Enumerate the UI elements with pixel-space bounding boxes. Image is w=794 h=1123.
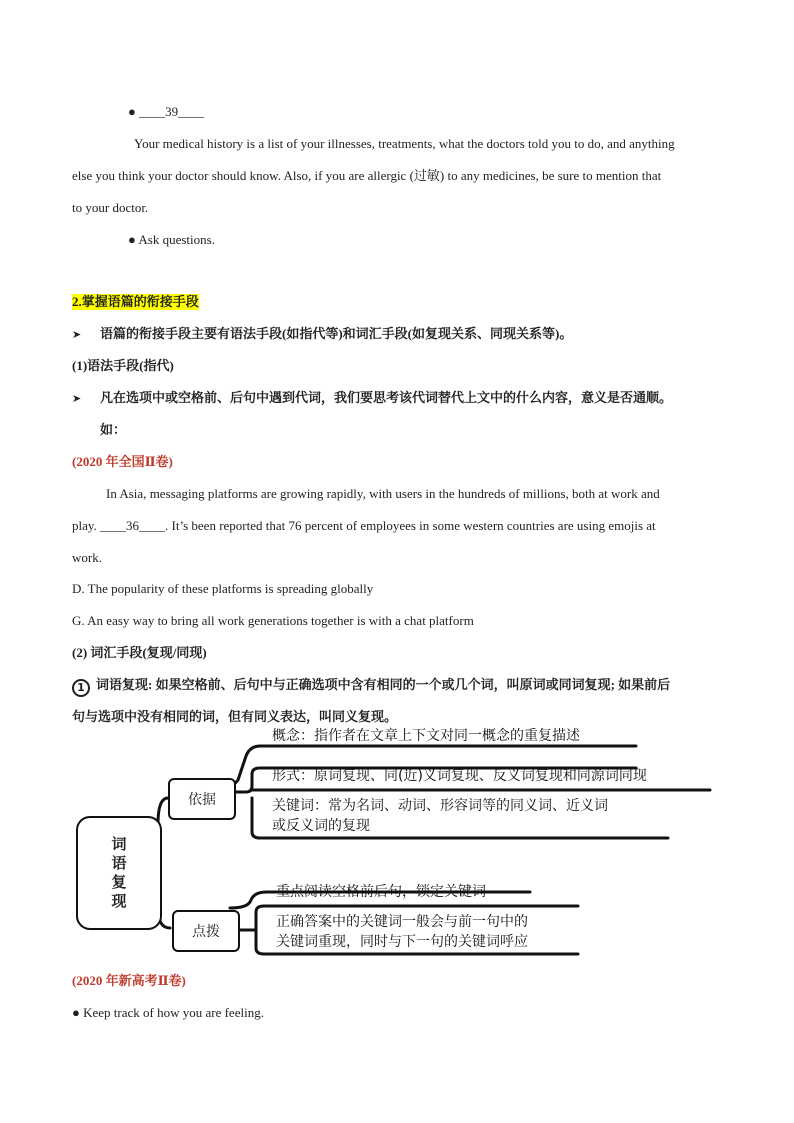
arrow-bullet-icon: ➤ [72, 392, 82, 405]
point-3-text: 词语复现: 如果空格前、后句中与正确选项中含有相同的一个或几个词，叫原词或同词复现; 如果前后 [96, 677, 671, 692]
root-char: 现 [111, 892, 127, 910]
blank-39-bullet: ● ____39____ [128, 104, 205, 119]
source-label: (2020 年新高考Ⅱ卷) [72, 973, 186, 988]
section-heading: 2.掌握语篇的衔接手段 [72, 294, 199, 309]
keep-track-bullet: ● Keep track of how you are feeling. [72, 1005, 264, 1020]
point-2 [72, 390, 672, 407]
arrow-bullet-icon: ➤ [72, 328, 82, 341]
source-label: (2020 年全国Ⅱ卷) [72, 454, 173, 469]
tip-item-1: 重点阅读空格前后句，锁定关键词 [276, 884, 486, 900]
paragraph-line: to your doctor. [72, 200, 149, 215]
connector-root-branch1 [158, 798, 168, 824]
tip-item-2-line-2: 关键词重现，同时与下一句的关键词呼应 [276, 934, 528, 950]
point-3-line-2: 句与选项中没有相同的词，但有同义表达，叫同义复现。 [72, 709, 398, 724]
example-line: In Asia, messaging platforms are growing rapidly, with users in the hundreds of millions, both at work and [106, 486, 660, 501]
example-label: 如： [100, 422, 127, 437]
paragraph-line: Your medical history is a list of your illnesses, treatments, what the doctors told you to do, and anything [134, 136, 675, 151]
keyword-item-line-2: 或反义词的复现 [272, 818, 370, 834]
point-2-text: 凡在选项中或空格前、后句中遇到代词，我们要思考该代词替代上文中的什么内容，意义是否通顺。 [100, 390, 673, 405]
concept-item: 概念：指作者在文章上下文对同一概念的重复描述 [272, 728, 580, 744]
point-1 [72, 326, 572, 343]
mind-map-root [76, 816, 162, 930]
subheading-grammar: (1)语法手段(指代) [72, 358, 174, 373]
point-1-text: 语篇的衔接手段主要有语法手段(如指代等)和词汇手段(如复现关系、同现关系等)。 [100, 326, 573, 341]
branch-tips-label: 点拨 [192, 924, 220, 940]
form-item: 形式：原词复现、同(近)义词复现、反义词复现和同源词同现 [272, 768, 647, 784]
point-3-line-1 [72, 677, 670, 697]
tip-item-2-line-1: 正确答案中的关键词一般会与前一句中的 [276, 914, 528, 930]
root-char: 复 [111, 873, 127, 891]
branch-basis-label: 依据 [188, 792, 216, 808]
subheading-lexical: (2) 词汇手段(复现/同现) [72, 645, 207, 660]
example-line: play. ____36____. It’s been reported that 76 percent of employees in some western countries are using emojis at [72, 518, 656, 533]
branch-tips [172, 910, 240, 952]
keyword-item-line-1: 关键词：常为名词、动词、形容词等的同义词、近义词 [272, 798, 608, 814]
mind-map [70, 728, 730, 962]
branch-basis [168, 778, 236, 820]
root-char: 语 [111, 854, 127, 872]
paragraph-line: else you think your doctor should know. Also, if you are allergic (过敏) to any medicines, be sure to mention that [72, 168, 662, 183]
option-g: G. An easy way to bring all work generations together is with a chat platform [72, 613, 474, 628]
root-char: 词 [111, 835, 127, 853]
ask-questions-bullet: ● Ask questions. [128, 232, 215, 247]
example-line: work. [72, 550, 102, 565]
option-d: D. The popularity of these platforms is spreading globally [72, 581, 374, 596]
circled-number: 1 [72, 679, 90, 697]
